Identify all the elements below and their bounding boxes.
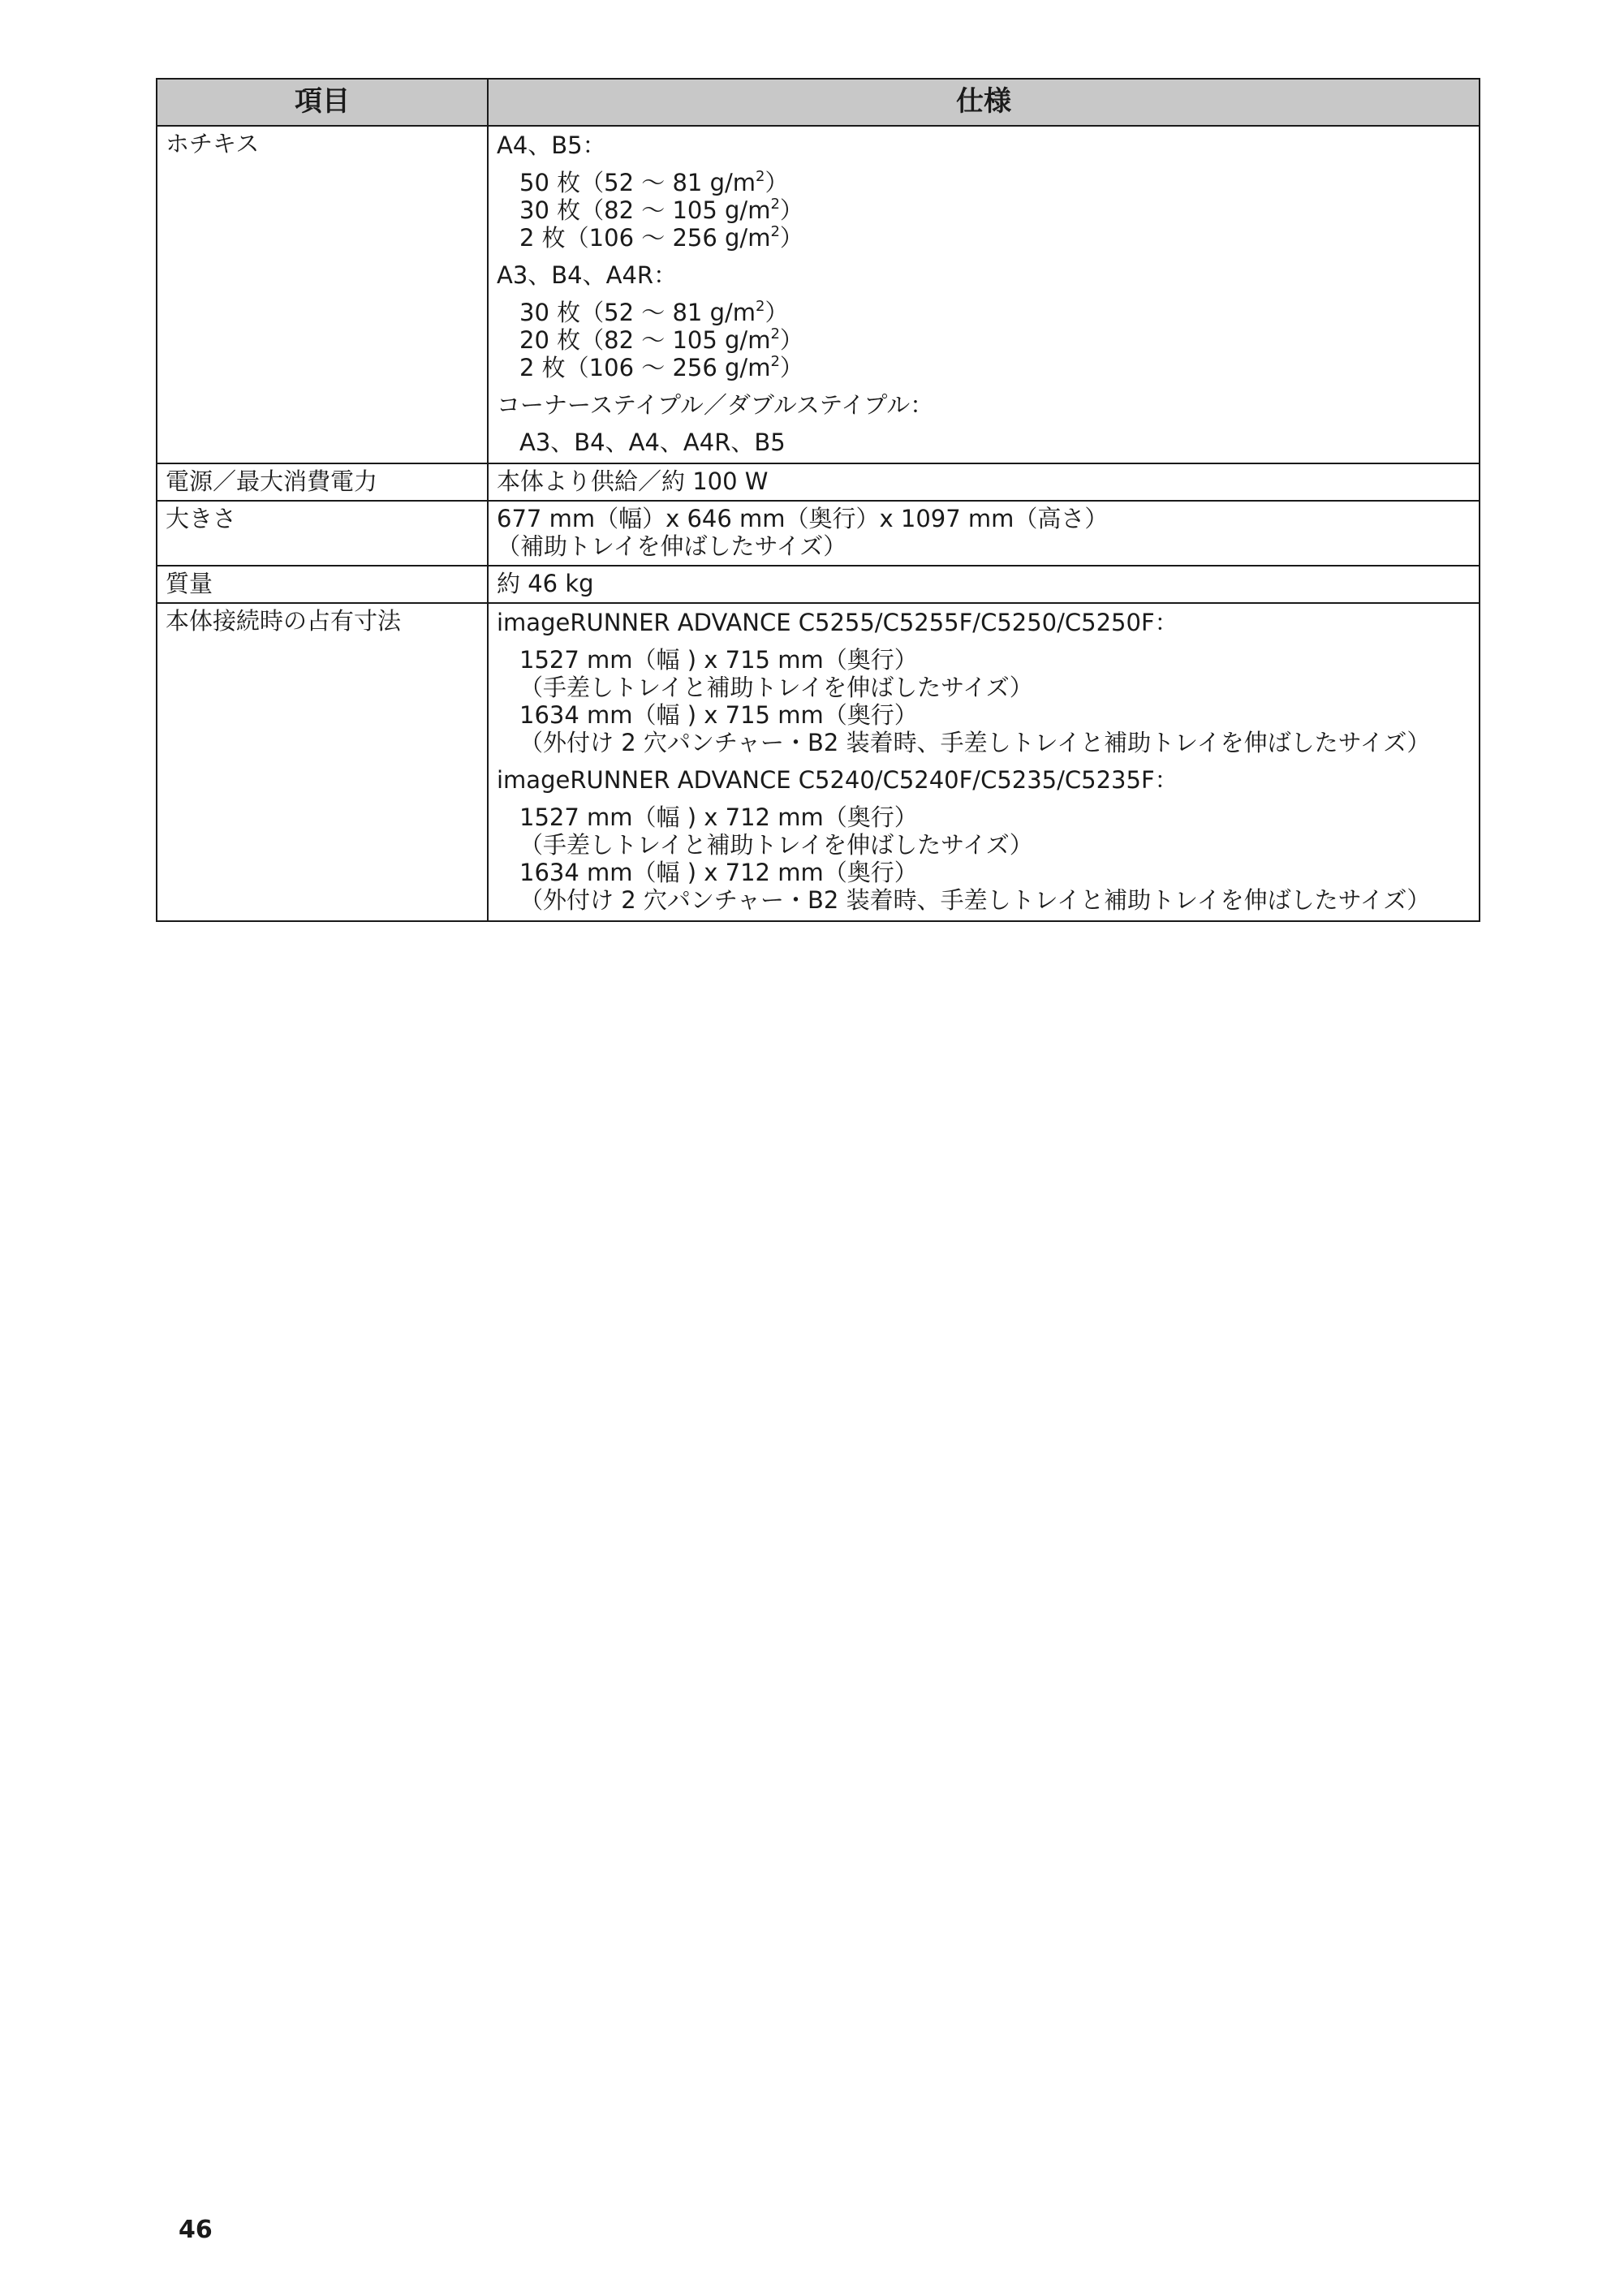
row-item-label: 本体接続時の占有寸法 — [157, 603, 488, 921]
spec-group-heading: コーナーステイプル／ダブルステイプル： — [497, 391, 934, 419]
spec-line: （手差しトレイと補助トレイを伸ばしたサイズ） — [519, 674, 1033, 701]
spec-group-heading: imageRUNNER ADVANCE C5240/C5240F/C5235/C5235F： — [497, 766, 1178, 794]
spec-line: 2 枚（106 ～ 256 $g/m^2$） — [519, 353, 803, 381]
spec-table — [156, 78, 1480, 922]
spec-line: A3、B4、A4、A4R、B5 — [519, 429, 786, 456]
header-item: 項目 — [157, 79, 488, 126]
table-row-power — [157, 463, 1480, 501]
spec-line: （補助トレイを伸ばしたサイズ） — [497, 532, 847, 560]
spec-group — [497, 646, 1471, 756]
spec-group-heading: A4、B5： — [497, 131, 606, 159]
row-item-label: 質量 — [157, 566, 488, 603]
spec-line: 30 枚（82 ～ 105 $g/m^2$） — [519, 196, 803, 224]
row-item-label: 電源／最大消費電力 — [157, 463, 488, 501]
table-header-row — [157, 79, 1480, 126]
spec-group-heading: imageRUNNER ADVANCE C5255/C5255F/C5250/C5250F： — [497, 609, 1178, 636]
spec-line: 2 枚（106 ～ 256 $g/m^2$） — [519, 223, 803, 252]
table-row-installation-space — [157, 603, 1480, 921]
row-spec-cell — [488, 463, 1480, 501]
spec-line: 1634 mm（幅 ) x 712 mm（奥行） — [519, 859, 918, 886]
spec-group — [497, 429, 1471, 456]
spec-line: 50 枚（52 ～ 81 $g/m^2$） — [519, 168, 789, 196]
row-spec-cell — [488, 501, 1480, 566]
page-number: 46 — [179, 2216, 213, 2244]
table-row-weight — [157, 566, 1480, 603]
row-item-label: ホチキス — [157, 126, 488, 463]
header-spec: 仕様 — [488, 79, 1480, 126]
spec-line: 1527 mm（幅 ) x 712 mm（奥行） — [519, 803, 918, 831]
row-spec-cell — [488, 126, 1480, 463]
spec-line: 1527 mm（幅 ) x 715 mm（奥行） — [519, 646, 918, 674]
spec-group — [497, 803, 1471, 914]
row-spec-cell — [488, 603, 1480, 921]
spec-group-heading: A3、B4、A4R： — [497, 261, 678, 289]
spec-line: （外付け 2 穴パンチャー・B2 装着時、手差しトレイと補助トレイを伸ばしたサイズ） — [519, 886, 1431, 914]
spec-line: （手差しトレイと補助トレイを伸ばしたサイズ） — [519, 831, 1033, 859]
row-item-label: 大きさ — [157, 501, 488, 566]
spec-line: 677 mm（幅）x 646 mm（奥行）x 1097 mm（高さ） — [497, 505, 1109, 532]
spec-line: 本体より供給／約 100 W — [497, 467, 769, 495]
spec-line: 約 46 kg — [497, 570, 594, 597]
spec-line: 20 枚（82 ～ 105 $g/m^2$） — [519, 325, 803, 354]
row-spec-cell — [488, 566, 1480, 603]
spec-group — [497, 299, 1471, 381]
table-row-size — [157, 501, 1480, 566]
spec-group — [497, 169, 1471, 252]
spec-line: （外付け 2 穴パンチャー・B2 装着時、手差しトレイと補助トレイを伸ばしたサイズ） — [519, 729, 1431, 756]
spec-line: 1634 mm（幅 ) x 715 mm（奥行） — [519, 701, 918, 729]
table-row-stapler — [157, 126, 1480, 463]
spec-line: 30 枚（52 ～ 81 $g/m^2$） — [519, 298, 789, 326]
